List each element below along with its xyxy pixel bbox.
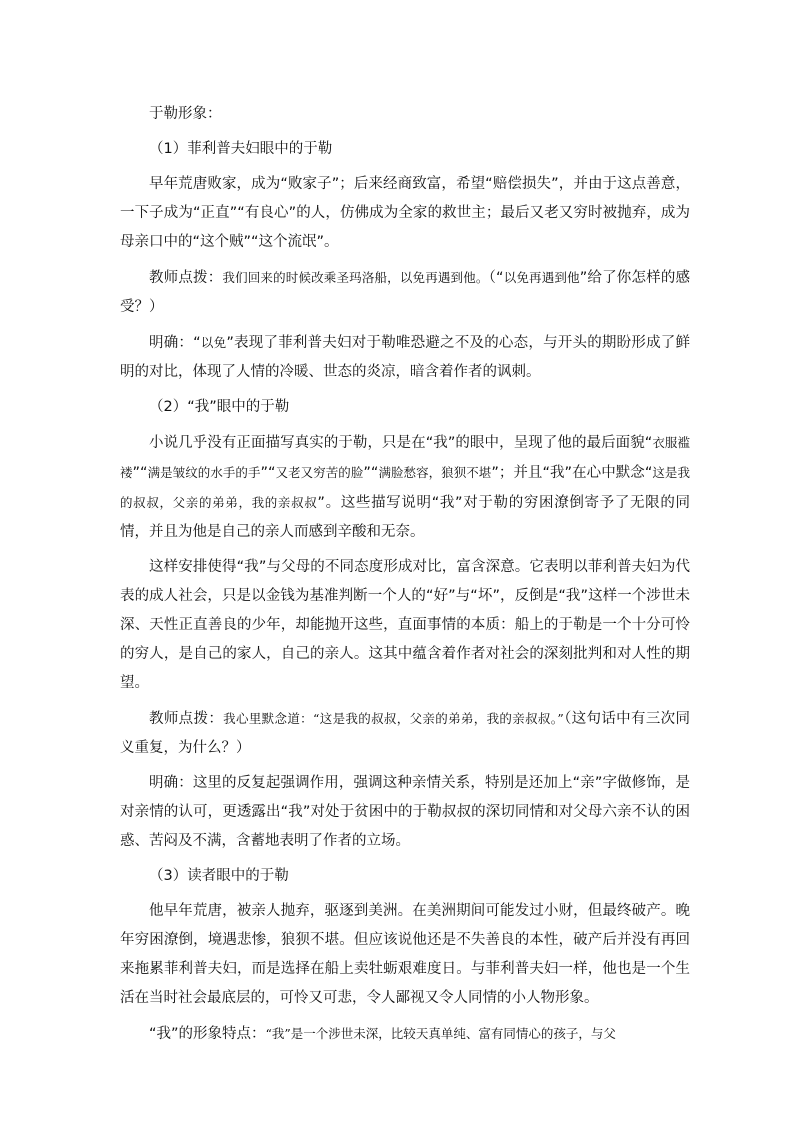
document-body bbox=[120, 100, 690, 1055]
teacher-tip-1: 教师点拨：我们回来的时候改乘圣玛洛船，以免再遇到他。（“以免再遇到他”给了你怎样的感受？） bbox=[120, 270, 690, 315]
paragraph-philippe-view: 早年荒唐败家，成为“败家子”；后来经商致富，希望“赔偿损失”，并由于这点善意，一下子成为“正直”“有良心”的人，仿佛成为全家的救世主；最后又老又穷时被抛弃，成为母亲口中的“这个贼”“这个流氓”。 bbox=[120, 176, 690, 250]
quoted-text: 以免再遇到他 bbox=[503, 270, 580, 285]
quoted-text: 这是我的叔叔，父亲的弟弟，我的亲叔叔 bbox=[120, 465, 690, 510]
quoted-text: 我们回来的时候改乘圣玛洛船，以免再遇到他。 bbox=[222, 270, 489, 285]
quoted-text: 以免 bbox=[200, 335, 227, 350]
answer-1: 明确：“以免”表现了菲利普夫妇对于勒唯恐避之不及的心态，与开头的期盼形成了鲜明的对比，体现了人情的冷暖、世态的炎凉，暗含着作者的讽刺。 bbox=[120, 335, 691, 380]
paragraph-reader-view: 他早年荒唐，被亲人抛弃，驱逐到美洲。在美洲期间可能发过小财，但最终破产。晚年穷困潦倒，境遇悲惨，狼狈不堪。但应该说他还是不失善良的本性，破产后并没有再回来拖累菲利普夫妇，而是选择在船上卖牡蛎艰难度日。与菲利普夫妇一样，他也是一个生活在当时社会最底层的，可怜又可悲，令人鄙视又令人同情的小人物形象。 bbox=[120, 903, 690, 1006]
paragraph-narrator-view: 小说几乎没有正面描写真实的于勒，只是在“我”的眼中，呈现了他的最后面貌“衣服褴褛”“满是皱纹的水手的手”“又老又穷苦的脸”“满脸愁容，狼狈不堪”；并且“我”在心中默念“这是我的叔叔，父亲的弟弟，我的亲叔叔”。这些描写说明“我”对于勒的穷困潦倒寄予了无限的同情，并且为他是自己的亲人而感到辛酸和无奈。 bbox=[120, 435, 690, 540]
teacher-tip-2: 教师点拨：我心里默念道：“这是我的叔叔，父亲的弟弟，我的亲叔叔。”（这句话中有三次同义重复，为什么？） bbox=[120, 711, 690, 756]
subheading-3: （3）读者眼中的于勒 bbox=[149, 868, 289, 884]
quoted-text: 衣服褴褛 bbox=[120, 435, 690, 480]
quoted-text: 又老又穷苦的脸 bbox=[275, 465, 364, 480]
quoted-text: “我”是一个涉世未深，比较天真单纯、富有同情心的孩子，与父 bbox=[265, 1026, 616, 1041]
quoted-text: 满是皱纹的水手的手 bbox=[147, 465, 261, 480]
quoted-text: 我心里默念道：“这是我的叔叔，父亲的弟弟，我的亲叔叔。” bbox=[223, 711, 564, 726]
quoted-text: 满脸愁容，狼狈不堪 bbox=[378, 465, 492, 480]
paragraph-contrast: 这样安排使得“我”与父母的不同态度形成对比，富含深意。它表明以菲利普夫妇为代表的成人社会，只是以金钱为基准判断一个人的“好”与“坏”，反倒是“我”这样一个涉世未深、天性正直善良的少年，却能抛开这些，直面事情的本质：船上的于勒是一个十分可怜的穷人，是自己的家人，自己的亲人。这其中蕴含着作者对社会的深刻批判和对人性的期望。 bbox=[120, 559, 690, 691]
subheading-2: （2）“我”眼中的于勒 bbox=[149, 399, 290, 415]
section-title: 于勒形象： bbox=[149, 106, 222, 122]
paragraph-narrator-traits: “我”的形象特点：“我”是一个涉世未深，比较天真单纯、富有同情心的孩子，与父 bbox=[149, 1026, 616, 1042]
answer-2: 明确：这里的反复起强调作用，强调这种亲情关系，特别是还加上“亲”字做修饰，是对亲情的认可，更透露出“我”对处于贫困中的于勒叔叔的深切同情和对父母六亲不认的困惑、苦闷及不满，含蓄地表明了作者的立场。 bbox=[120, 775, 690, 849]
subheading-1: （1）菲利普夫妇眼中的于勒 bbox=[149, 141, 333, 157]
